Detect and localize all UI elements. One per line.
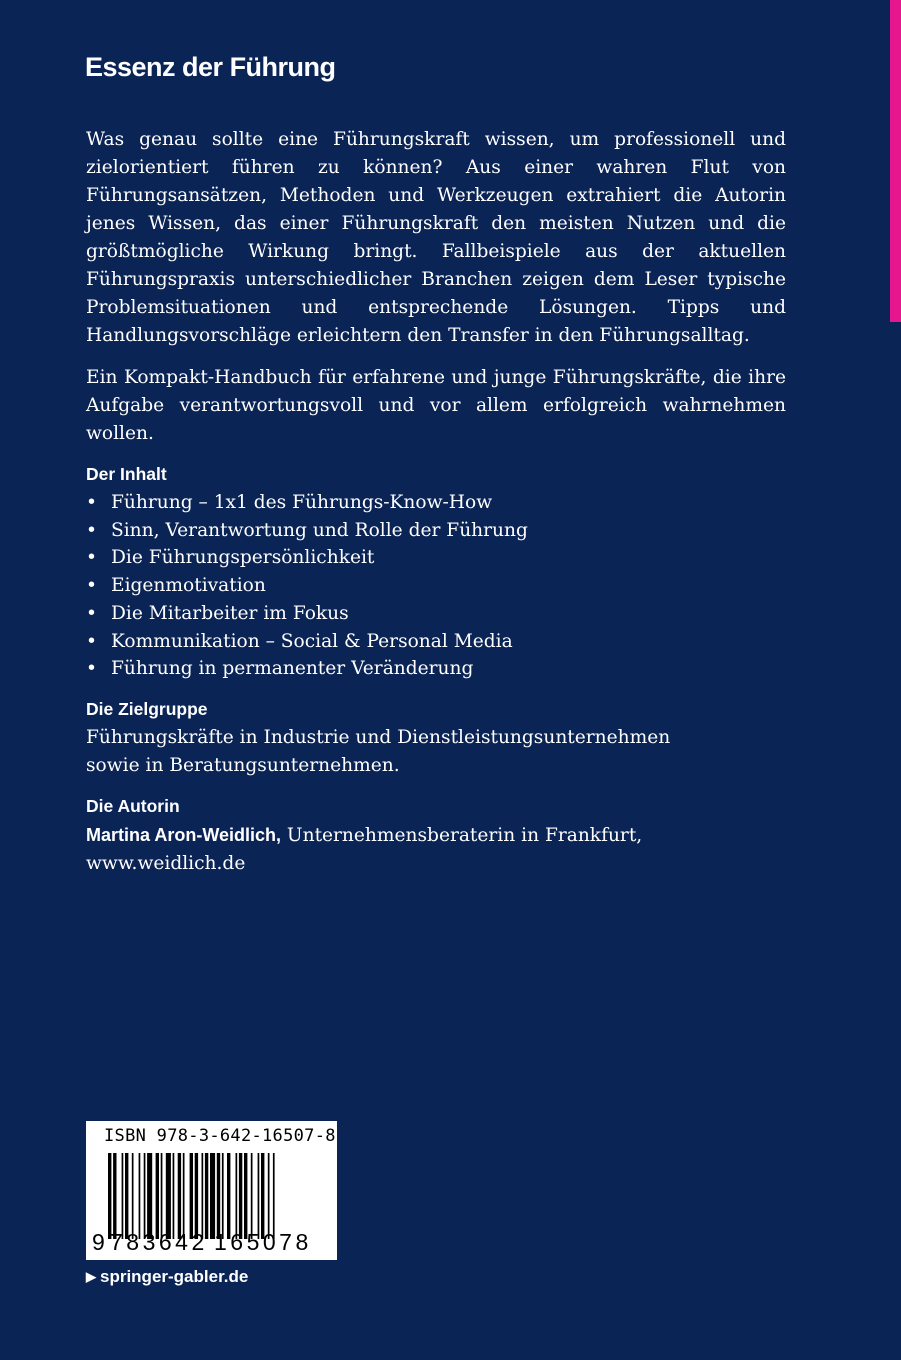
bullet-icon: • xyxy=(86,602,97,624)
barcode-digit-group-right: 165078 xyxy=(214,1229,312,1255)
audience-heading: Die Zielgruppe xyxy=(86,698,208,719)
contents-list xyxy=(86,489,786,683)
publisher-name: springer-gabler.de xyxy=(100,1267,249,1286)
barcode-bar xyxy=(178,1153,181,1239)
barcode-bar xyxy=(113,1153,116,1239)
bullet-icon: • xyxy=(86,547,97,569)
barcode-bar xyxy=(210,1153,215,1239)
bullet-icon: • xyxy=(86,519,97,541)
barcode-digit-group-left: 783642 xyxy=(110,1229,208,1255)
list-item: • Die Führungspersönlichkeit xyxy=(86,544,786,572)
barcode-bar xyxy=(139,1153,141,1239)
barcode-bar xyxy=(108,1153,111,1239)
barcode-bar xyxy=(205,1153,208,1239)
barcode-bar xyxy=(227,1153,230,1239)
barcode-digit-first: 9 xyxy=(92,1229,105,1255)
barcode-bar xyxy=(239,1153,242,1239)
list-item: • Kommunikation – Social & Personal Media xyxy=(86,628,786,656)
author-description: Unternehmensberaterin in Frankfurt, www.weidlich.de xyxy=(86,824,643,874)
list-item: • Sinn, Verantwortung und Rolle der Führung xyxy=(86,517,786,545)
barcode-bar xyxy=(122,1153,124,1239)
list-item: • Die Mitarbeiter im Fokus xyxy=(86,600,786,628)
bullet-icon: • xyxy=(86,575,97,597)
summary-paragraph: Ein Kompakt-Handbuch für erfahrene und junge Führungskräfte, die ihre Aufgabe verantwortungsvoll und vor allem erfolgreich wahrnehmen wollen. xyxy=(86,367,786,444)
barcode-digits xyxy=(92,1229,312,1256)
list-item: • Führung – 1x1 des Führungs-Know-How xyxy=(86,489,786,517)
barcode-bar xyxy=(236,1153,238,1239)
isbn-barcode xyxy=(86,1121,337,1260)
barcode-bar xyxy=(156,1153,159,1239)
accent-stripe xyxy=(890,0,901,322)
barcode-bar xyxy=(125,1153,128,1239)
audience-text: Führungskräfte in Industrie und Dienstleistungsunternehmen sowie in Beratungsunternehmen. xyxy=(86,726,671,776)
barcode-bar xyxy=(217,1153,220,1239)
isbn-label: ISBN 978-3-642-16507-8 xyxy=(104,1126,336,1146)
barcode-bar xyxy=(195,1153,198,1239)
bullet-icon: • xyxy=(86,492,97,513)
contents-heading: Der Inhalt xyxy=(86,464,167,484)
list-item: • Eigenmotivation xyxy=(86,572,786,600)
barcode-bar xyxy=(268,1153,270,1239)
intro-paragraph: Was genau sollte eine Führungskraft wissen, um professionell und zielorientiert führen zu können? Aus einer wahren Flut von Führungsansätzen, Methoden und Werkzeugen extrahiert die Autorin jenes Wissen, das einer Führungskraft den meisten Nutzen und die größtmögliche Wirkung bringt. Fallbeispiele aus der aktuellen Führungspraxis unterschiedlicher Branchen zeigen dem Leser typische Problemsituationen und entsprechende Lösungen. Tipps und Handlungsvorschläge erleichtern den Transfer in den Führungsalltag. xyxy=(86,129,786,346)
barcode-bar xyxy=(273,1153,275,1239)
author-line xyxy=(86,821,786,878)
author-name: Martina Aron-Weidlich, xyxy=(86,824,282,845)
barcode-bar xyxy=(251,1153,253,1239)
book-title: Essenz der Führung xyxy=(85,52,336,82)
barcode-bar xyxy=(183,1153,185,1239)
author-heading: Die Autorin xyxy=(86,795,180,816)
back-cover-text xyxy=(86,126,786,892)
barcode-bar xyxy=(147,1153,152,1239)
bullet-icon: • xyxy=(86,630,97,652)
barcode-bar xyxy=(173,1153,175,1239)
barcode-bar xyxy=(166,1153,171,1239)
publisher-link[interactable] xyxy=(86,1267,248,1287)
list-item: • Führung in permanenter Veränderung xyxy=(86,655,786,683)
barcode-bar xyxy=(261,1153,264,1239)
barcode-bar xyxy=(190,1153,193,1239)
barcode-bar xyxy=(144,1153,146,1239)
barcode-bar xyxy=(132,1153,134,1239)
barcode-bar xyxy=(258,1153,260,1239)
barcode-bar xyxy=(244,1153,247,1239)
barcode-bar xyxy=(202,1153,204,1239)
barcode-bar xyxy=(222,1153,224,1239)
arrow-right-icon: ▶ xyxy=(86,1269,96,1284)
bullet-icon: • xyxy=(86,658,97,680)
barcode-bar xyxy=(161,1153,163,1239)
